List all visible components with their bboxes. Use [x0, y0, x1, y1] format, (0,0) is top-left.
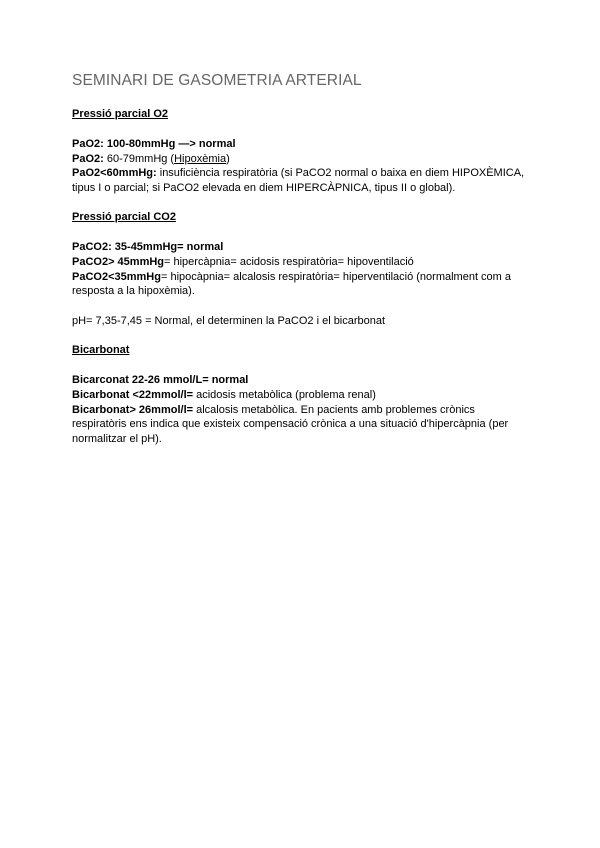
co2-normal-line — [72, 240, 532, 255]
o2-insufficiency-label: PaO2<60mmHg: — [72, 167, 157, 180]
document-title: SEMINARI DE GASOMETRIA ARTERIAL — [72, 72, 362, 89]
document-page — [72, 70, 532, 446]
co2-high-label: PaCO2> 45mmHg — [72, 255, 165, 268]
co2-low-text: = hipocàpnia= alcalosis respiratòria= hiperventilació (normalment com a resposta a la hipoxèmia). — [72, 270, 512, 298]
bicarb-high-line — [72, 403, 532, 447]
section-o2 — [72, 107, 532, 195]
o2-insufficiency-line — [72, 166, 532, 195]
section-heading-bicarbonat: Bicarbonat — [72, 344, 130, 357]
o2-insufficiency-text: insuficiència respiratòria (si PaCO2 normal o baixa en diem HIPOXÈMICA, tipus I o parcial; si PaCO2 elevada en diem HIPERCÀPNICA, tipus II o global). — [72, 167, 525, 194]
section-bicarbonat — [72, 343, 532, 446]
hipoxemia-link[interactable]: Hipoxèmia — [174, 152, 227, 165]
bicarb-high-text: alcalosis metabòlica. En pacients amb problemes crònics respiratòris ens indica que existeix compensació crònica a una situació d'hipercàpnia (per normalitzar el pH). — [72, 403, 509, 445]
bicarb-low-line — [72, 388, 532, 403]
co2-high-text: = hipercàpnia= acidosis respiratòria= hipoventilació — [164, 255, 414, 268]
o2-hypoxemia-close: ) — [226, 152, 230, 165]
spacer — [72, 328, 532, 343]
o2-hypoxemia-label: PaO2: — [72, 152, 104, 165]
section-heading-co2: Pressió parcial CO2 — [72, 211, 176, 224]
section-heading-o2: Pressió parcial O2 — [72, 108, 168, 120]
co2-low-label: PaCO2<35mmHg — [72, 270, 161, 283]
o2-normal-text: PaO2: 100-80mmHg —> normal — [72, 138, 236, 150]
spacer — [72, 195, 532, 210]
bicarb-high-label: Bicarbonat> 26mmol/l= — [72, 403, 194, 416]
co2-high-line — [72, 255, 532, 270]
bicarb-normal-line — [72, 373, 532, 388]
o2-normal-line — [72, 137, 532, 152]
bicarb-normal-text: Bicarconat 22-26 mmol/L= normal — [72, 374, 249, 387]
o2-hypoxemia-range: 60-79mmHg ( — [103, 152, 175, 165]
section-co2 — [72, 210, 532, 328]
co2-low-line — [72, 270, 532, 299]
spacer — [72, 299, 532, 314]
ph-note: pH= 7,35-7,45 = Normal, el determinen la PaCO2 i el bicarbonat — [72, 314, 386, 327]
bicarb-low-text: acidosis metabòlica (problema renal) — [193, 388, 376, 401]
bicarb-low-label: Bicarbonat <22mmol/l= — [72, 388, 194, 401]
co2-normal-text: PaCO2: 35-45mmHg= normal — [72, 241, 224, 254]
o2-hypoxemia-line — [72, 152, 532, 167]
